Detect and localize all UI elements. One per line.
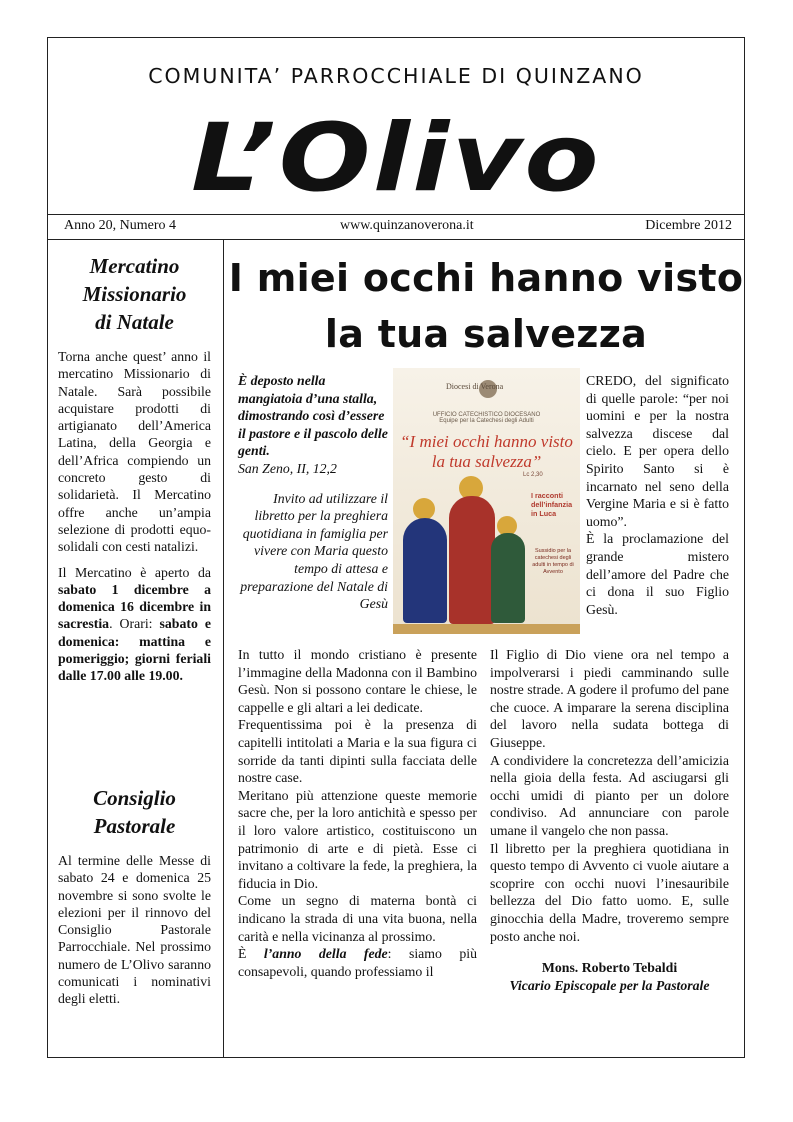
figure-mary xyxy=(403,518,447,623)
article-paragraph: A condividere la concretezza dell’amicizia nella gioia della festa. Ad asciugarsi gli occhi umidi di pianto per un dolore condiviso. Ad annunciare con parole umane il vangelo che non passa. xyxy=(490,752,729,838)
info-bar xyxy=(48,214,744,240)
quote-block xyxy=(238,372,388,613)
newspaper-masthead: L’Olivo xyxy=(191,104,601,213)
article-paragraph: Come un segno di materna bontà ci indicano la strada di una vita buona, nella carità e nella vicinanza al prossimo. xyxy=(238,893,477,944)
article-title: Mercatino Missionario di Natale xyxy=(82,254,187,334)
figure-saint xyxy=(449,496,495,624)
article-paragraph: È la proclamazione del grande mistero dell’amore del Padre che ci dona il suo Figlio Gesù. xyxy=(586,531,729,617)
main-headline: I miei occhi hanno visto la tua salvezza xyxy=(228,256,744,356)
quote-citation: San Zeno, II, 12,2 xyxy=(238,460,337,476)
article-paragraph: In tutto il mondo cristiano è presente l’immagine della Madonna con il Bambino Gesù. Non si possono contare le chiese, le cappelle e gli altari a lei dedicate. xyxy=(238,647,477,715)
parish-name: COMUNITA’ PARROCCHIALE DI QUINZANO xyxy=(148,64,644,88)
cover-floor xyxy=(393,624,580,634)
article-paragraph: Frequentissima poi è la presenza di capitelli intitolati a Maria e la sua figura ci sorride da tanti dipinti sulla facciata delle nostre case. xyxy=(238,717,477,786)
website-link[interactable]: www.quinzanoverona.it xyxy=(340,218,474,233)
main-left-column xyxy=(238,646,477,980)
cover-title: “I miei occhi hanno visto la tua salvezza” xyxy=(400,432,573,471)
cover-diocese: Diocesi di Verona xyxy=(446,382,504,391)
booklet-cover-image xyxy=(393,368,580,634)
article-paragraph: CREDO, del significato di quelle parole: “per noi uomini e per la nostra salvezza discese dal cielo. E per opera dello Spirito Santo si è incarnato nel seno della Vergine Maria e si è fatto uomo”. xyxy=(586,373,729,529)
column-divider xyxy=(223,239,224,1057)
cover-note: Sussidio per la catechesi degli adulti in tempo di Avvento xyxy=(532,548,574,575)
cover-ref: Lc 2,30 xyxy=(523,472,543,478)
main-right-column xyxy=(490,646,729,994)
article-paragraph: Al termine delle Messe di sabato 24 e domenica 25 novembre si sono svolte le elezioni per il rinnovo del Consiglio Pastorale Parrocchiale. Nel prossimo numero de L’Olivo saranno comunicati i nominativi degli eletti. xyxy=(58,853,211,1007)
author-role: Vicario Episcopale per la Pastorale xyxy=(509,977,710,993)
cover-office: UFFICIO CATECHISTICO DIOCESANO Equipe per la Catechesi degli Adulti xyxy=(432,412,541,424)
article-paragraph: Meritano più attenzione queste memorie sacre che, per la loro antichità e spesso per il loro valore artistico, costituiscono un patrimonio di arte e di pietà. Esse ci invitano a coltivare la fede, la preghiera, la fiducia in Dio. xyxy=(238,787,477,891)
article-paragraph: Torna anche quest’ anno il mercatino Missionario di Natale. Sarà possibile acquistare prodotti di artigianato dell’America Latina, della Georgia e dell’Africa compiendo un concreto gesto di solidarietà. Il Mercatino offre anche un’ampia selezione di prodotti equo-solidali con cesti natalizi. xyxy=(58,349,211,555)
article-paragraph: È l’anno della fede: siamo più consapevoli, quando professiamo il xyxy=(238,946,477,979)
figure-child xyxy=(491,533,525,623)
saint-quote: È deposto nella mangiatoia d’una stalla, dimostrando così d’essere il pastore e il pascolo delle genti. xyxy=(238,373,388,459)
sidebar-article-mercatino xyxy=(58,252,211,693)
article-paragraph: Il libretto per la preghiera quotidiana in questo tempo di Avvento ci vuole aiutare a scoprire con occhi nuovi l’inesauribile bellezza del Dio fatto uomo. E, sulle ginocchia della Madre, troveremo sempre posto anche noi. xyxy=(490,840,729,944)
right-top-column xyxy=(586,372,729,618)
article-paragraph: Il Figlio di Dio viene ora nel tempo a impolverarsi i piedi camminando sulle nostre strade. A godere il profumo del pane che cuoce. A imparare la serena disciplina del lavoro nella sudata bottega di Giuseppe. xyxy=(490,647,729,750)
article-title: Consiglio Pastorale xyxy=(93,786,176,838)
cover-subtitle: I racconti dell’infanzia in Luca xyxy=(531,491,573,518)
sidebar-article-consiglio xyxy=(58,784,211,1016)
invite-text: Invito ad utilizzare il libretto per la preghiera quotidiana in famiglia per vivere con Maria questo tempo di attesa e preparazione del Natale di Gesù xyxy=(240,490,388,612)
issue-date: Dicembre 2012 xyxy=(645,218,732,233)
article-paragraph: Il Mercatino è aperto da sabato 1 dicembre a domenica 16 dicembre in sacrestia. Orari: sabato e domenica: mattina e pomeriggio; giorni feriali dalle 17.00 alle 19.00. xyxy=(58,564,212,684)
author-name: Mons. Roberto Tebaldi xyxy=(541,960,678,976)
halo-icon xyxy=(413,498,435,520)
issue-number: Anno 20, Numero 4 xyxy=(64,218,176,233)
